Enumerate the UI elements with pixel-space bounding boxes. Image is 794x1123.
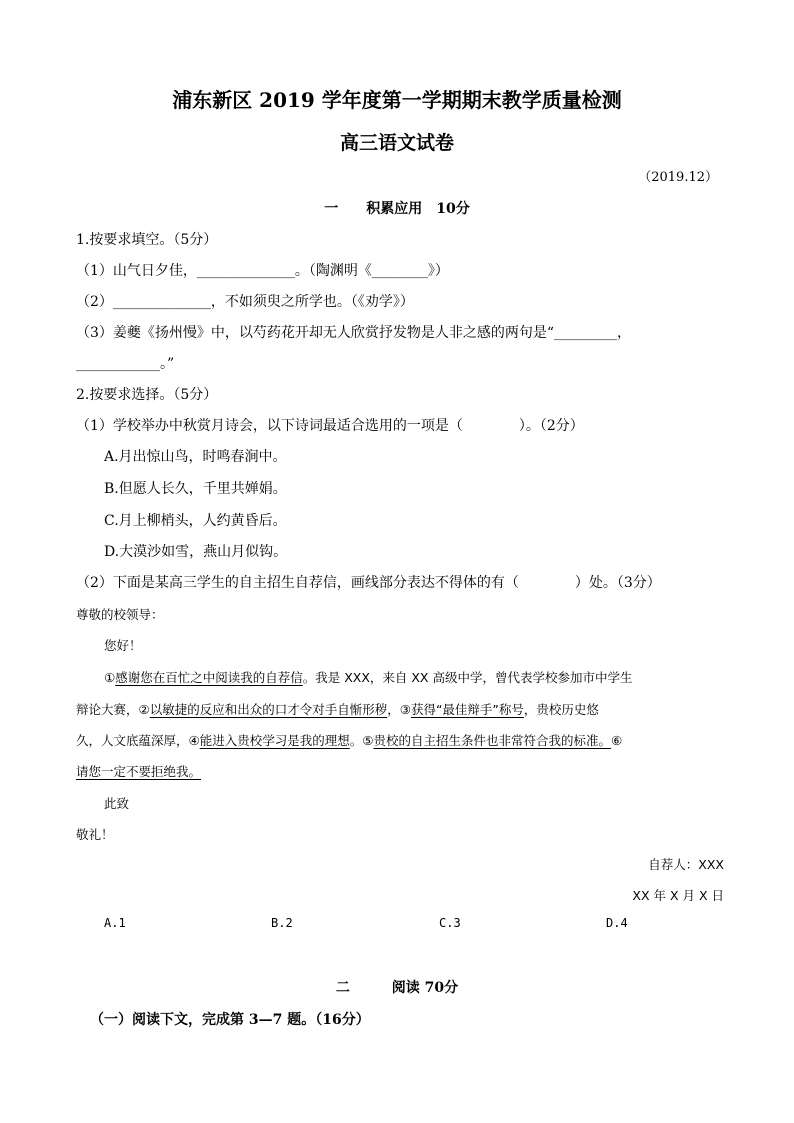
exam-title: 浦东新区 2019 学年度第一学期期末教学质量检测 [172, 88, 622, 112]
letter-paragraph-line-1: ①感谢您在百忙之中阅读我的自荐信。我是 XXX，来自 XX 高级中学，曾代表学校参加市中学生 [104, 670, 633, 685]
question-2-sub-1: （1）学校举办中秋赏月诗会，以下诗词最适合选用的一项是（ ）。（2分） [76, 418, 584, 434]
choice-c: C.3 [439, 916, 461, 930]
question-2-stem: 2.按要求选择。（5分） [76, 387, 218, 403]
option-b: B.但愿人长久，千里共婵娟。 [104, 481, 287, 497]
section-heading-accumulation: 一 积累应用 10分 [324, 201, 470, 217]
letter-paragraph-line-4 [76, 762, 201, 780]
question-1-item-2: （2）______________，不如须臾之所学也。（《劝学》） [76, 294, 414, 310]
question-2-sub-2: （2）下面是某高三学生的自主招生自荐信，画线部分表达不得体的有（ ）处。（3分） [76, 575, 661, 591]
exam-date: （2019.12） [638, 170, 718, 185]
letter-paragraph-line-3: 久，人文底蕴深厚，④能进入贵校学习是我的理想。⑤贵校的自主招生条件也非常符合我的标准。⑥ [76, 733, 623, 748]
question-1-item-3-line-a: （3）姜夔《扬州慢》中，以芍药花开却无人欣赏抒发物是人非之感的两句是“_________， [76, 325, 632, 341]
letter-greeting: 您好！ [104, 638, 142, 653]
choice-a: A.1 [104, 916, 126, 930]
question-1-stem: 1.按要求填空。（5分） [76, 232, 218, 248]
underlined-phrase-6: 请您一定不要拒绝我。 [76, 764, 202, 779]
underlined-phrase-5: 贵校的自主招生条件也非常符合我的标准。 [373, 733, 611, 748]
question-1-item-3-line-b: ____________。” [76, 356, 175, 372]
underlined-phrase-2: 以敏捷的反应和出众的口才令对手自惭形秽 [149, 702, 388, 717]
underlined-phrase-4: 能进入贵校学习是我的理想 [199, 733, 350, 748]
choice-d: D.4 [606, 916, 628, 930]
section-heading-reading: 二 阅读 70分 [335, 980, 459, 996]
reading-part-1-heading: （一）阅读下文，完成第 3—7 题。（16分） [90, 1012, 370, 1028]
option-a: A.月出惊山鸟，时鸣春涧中。 [104, 449, 287, 465]
option-c: C.月上柳梢头，人约黄昏后。 [104, 513, 287, 529]
letter-closing-2: 敬礼！ [76, 827, 114, 842]
letter-paragraph-line-2: 辩论大赛，②以敏捷的反应和出众的口才令对手自惭形秽，③获得“最佳辩手”称号，贵校历史悠 [76, 702, 599, 717]
question-1-item-1: （1）山气日夕佳，______________。（陶渊明《________》） [76, 263, 449, 279]
letter-signature: 自荐人：XXX [648, 857, 724, 872]
letter-closing-1: 此致 [104, 796, 130, 811]
option-d: D.大漠沙如雪，燕山月似钩。 [104, 544, 288, 560]
choice-b: B.2 [271, 916, 293, 930]
underlined-phrase-1: 感谢您在百忙之中阅读我的自荐信 [115, 670, 303, 685]
letter-salutation: 尊敬的校领导： [76, 607, 164, 622]
exam-subtitle: 高三语文试卷 [339, 132, 454, 154]
underlined-phrase-3: 获得“最佳辩手”称号 [410, 702, 524, 717]
letter-sign-date: XX 年 X 月 X 日 [632, 888, 724, 903]
